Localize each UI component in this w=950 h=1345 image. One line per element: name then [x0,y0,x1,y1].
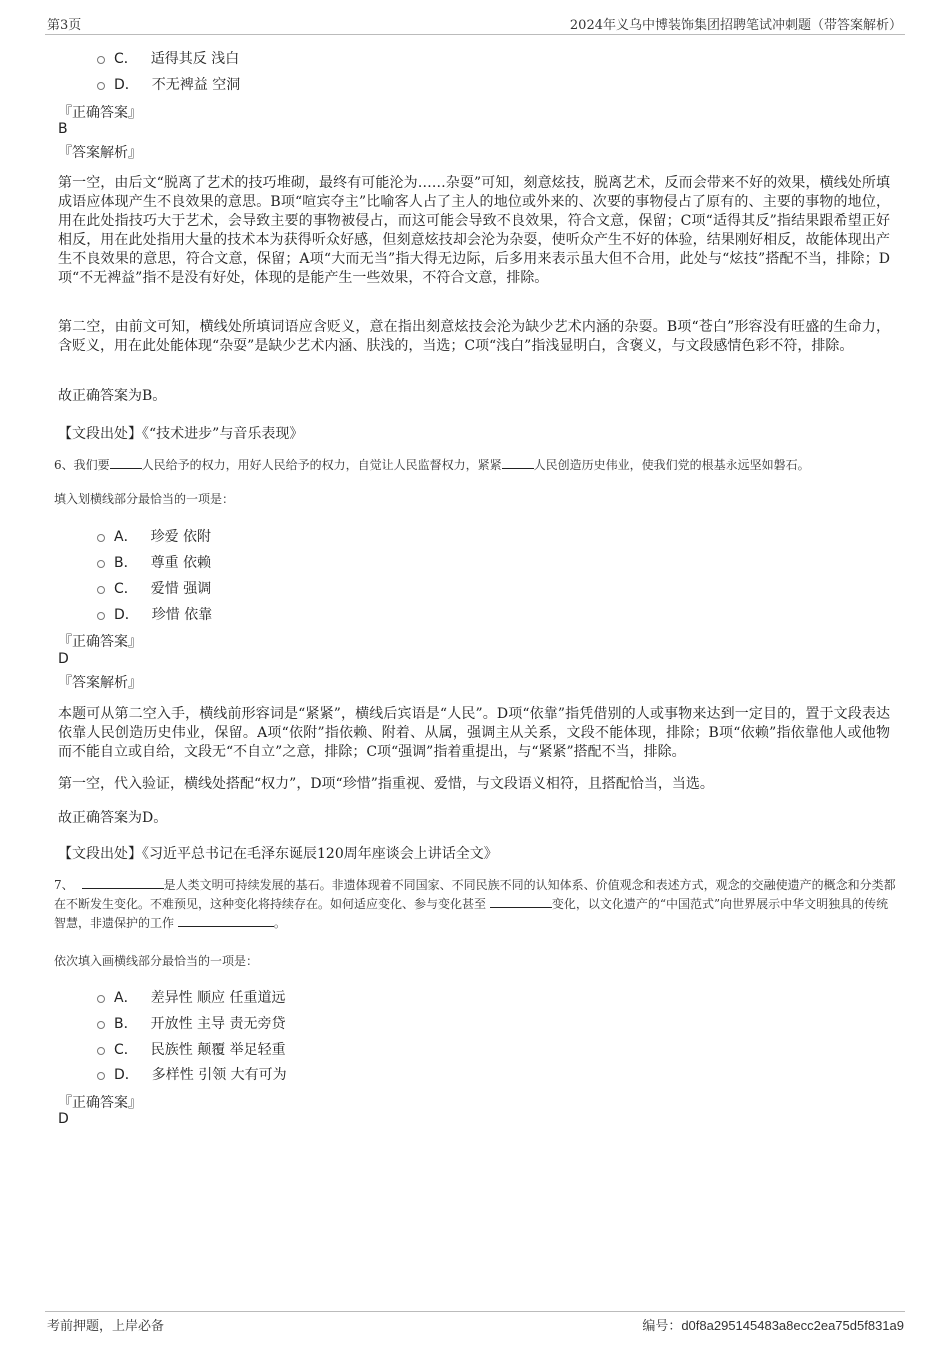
analysis-paragraph: 第二空，由前文可知，横线处所填词语应含贬义，意在指出刻意炫技会沦为缺少艺术内涵的杂耍。B项“苍白”形容没有旺盛的生命力，含贬义，用在此处能体现“杂耍”是缺少艺术内涵、肤浅的，当选；C项“浅白”指浅显明白，含褒义，与文段感情色彩不符，排除。 [58,319,890,354]
fill-blank [82,876,164,889]
option-b[interactable]: B． 开放性 主导 责无旁贷 [97,1013,286,1033]
answer-value: B [58,121,68,137]
answer-value: D [58,651,69,667]
radio-icon[interactable] [97,612,105,620]
answer-label: 『正确答案』 [58,634,142,650]
analysis-label: 『答案解析』 [58,675,142,691]
question-stem: 7、 是人类文明可持续发展的基石。非遗体现着不同国家、不同民族不同的认知体系、价值观念和表述方式，观念的交融使遗产的概念和分类都在不断发生变化。不难预见，这种变化将持续存在。如何适应变化、参与变化甚至 变化，以文化遗产的“中国范式”向世界展示中华文明独具的传统智慧，非遗保护的工作 。 [54,878,896,930]
fill-blank [178,914,274,927]
option-c[interactable]: C． 爱惜 强调 [97,578,211,598]
fill-blank [110,456,142,469]
radio-icon[interactable] [97,1047,105,1055]
option-d[interactable]: D． 不无裨益 空洞 [97,74,240,94]
footer-slogan: 考前押题，上岸必备 [47,1319,165,1334]
answer-label: 『正确答案』 [58,1095,142,1111]
answer-label: 『正确答案』 [58,105,142,121]
option-d[interactable]: D． 珍惜 依靠 [97,604,212,624]
question-prompt: 依次填入画横线部分最恰当的一项是： [54,954,259,968]
radio-icon[interactable] [97,560,105,568]
source-citation: 【文段出处】《习近平总书记在毛泽东诞辰120周年座谈会上讲话全文》 [58,846,498,862]
option-b[interactable]: B． 尊重 依赖 [97,552,211,572]
analysis-paragraph: 本题可从第二空入手，横线前形容词是“紧紧”，横线后宾语是“人民”。D项“依靠”指凭借别的人或事物来达到一定目的，置于文段表达依靠人民创造历史伟业，保留。A项“依附”指依赖、附着、从属，强调主从关系，文段不能体现，排除；B项“依赖”指依靠他人或他物而不能自立或自给，文段无“不自立”之意，排除；C项“强调”指着重提出，与“紧紧”搭配不当，排除。 [58,706,890,760]
page-number: 第3页 [47,18,82,33]
radio-icon[interactable] [97,534,105,542]
analysis-conclusion: 故正确答案为B。 [58,388,167,404]
radio-icon[interactable] [97,82,105,90]
question-stem: 6、我们要 人民给予的权力，用好人民给予的权力，自觉让人民监督权力，紧紧 人民创造历史伟业，使我们党的根基永远坚如磐石。 [54,458,810,472]
option-c[interactable]: C． 民族性 颠覆 举足轻重 [97,1039,286,1059]
radio-icon[interactable] [97,1072,105,1080]
radio-icon[interactable] [97,995,105,1003]
radio-icon[interactable] [97,586,105,594]
header-divider [45,34,905,35]
analysis-conclusion: 故正确答案为D。 [58,810,168,826]
analysis-paragraph: 第一空，由后文“脱离了艺术的技巧堆砌，最终有可能沦为……杂耍”可知，刻意炫技，脱离艺术，反而会带来不好的效果，横线处所填成语应体现产生不良效果的意思。B项“喧宾夺主”比喻客人占了主人的地位或外来的、次要的事物侵占了原有的、主要的事物的地位，用在此处指技巧大于艺术，会导致主要的事物被侵占，而这可能会导致不良效果，符合文意，保留；C项“适得其反”指结果跟希望正好相反，用在此处指用大量的技术本为获得听众好感，但刻意炫技却会沦为杂耍，使听众产生不好的体验，结果刚好相反，故能体现出产生不良效果的意思，符合文意，保留；A项“大而无当”指大得无边际，后多用来表示虽大但不合用，此处与“炫技”搭配不当，排除；D项“不无裨益”指不是没有好处，体现的是能产生一些效果，不符合文意，排除。 [58,175,890,286]
question-prompt: 填入划横线部分最恰当的一项是： [54,492,235,506]
document-code: 编号：d0f8a295145483a8ecc2ea75d5f831a9 [642,1318,904,1334]
answer-value: D [58,1111,69,1127]
radio-icon[interactable] [97,1021,105,1029]
analysis-paragraph: 第一空，代入验证，横线处搭配“权力”，D项“珍惜”指重视、爱惜，与文段语义相符，且搭配恰当，当选。 [58,776,714,792]
document-title: 2024年义乌中博装饰集团招聘笔试冲刺题（带答案解析） [569,18,902,33]
option-c[interactable]: C． 适得其反 浅白 [97,48,239,68]
fill-blank [502,456,534,469]
radio-icon[interactable] [97,56,105,64]
fill-blank [490,895,552,908]
source-citation: 【文段出处】《“技术进步”与音乐表现》 [58,426,304,442]
option-d[interactable]: D． 多样性 引领 大有可为 [97,1064,287,1084]
option-a[interactable]: A． 差异性 顺应 任重道远 [97,987,285,1007]
footer-divider [45,1311,905,1312]
analysis-label: 『答案解析』 [58,145,142,161]
option-a[interactable]: A． 珍爱 依附 [97,526,211,546]
